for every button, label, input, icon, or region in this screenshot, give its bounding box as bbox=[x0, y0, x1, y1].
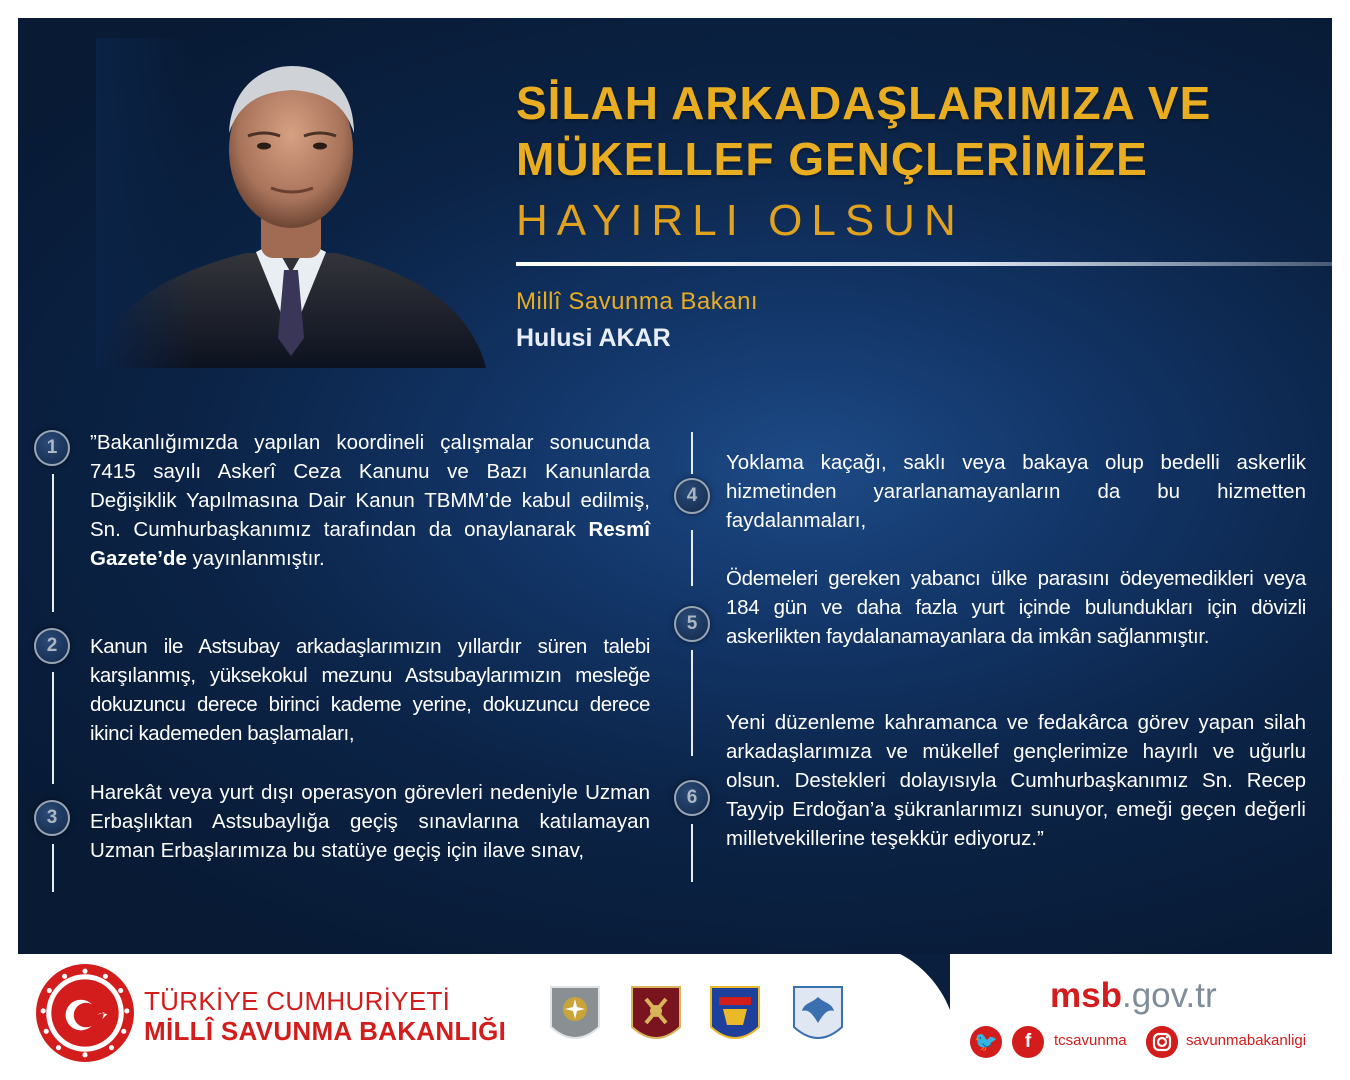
item-line-3 bbox=[52, 844, 54, 892]
land-forces-badge bbox=[628, 983, 684, 1049]
website-url[interactable]: msb.gov.tr bbox=[1050, 976, 1217, 1015]
headline-line3: HAYIRLI OLSUN bbox=[516, 196, 965, 245]
minister-first-name: Hulusi bbox=[516, 324, 593, 352]
twitter-facebook-handle[interactable]: tcsavunma bbox=[1054, 1032, 1127, 1049]
item-line-5 bbox=[691, 650, 693, 756]
minister-last-name: AKAR bbox=[598, 324, 671, 352]
item-number-5: 5 bbox=[674, 606, 710, 642]
gendarmerie-badge bbox=[707, 983, 763, 1049]
org-name-line1: TÜRKİYE CUMHURİYETİ bbox=[144, 986, 451, 1016]
org-name-line2: MİLLÎ SAVUNMA BAKANLIĞI bbox=[144, 1016, 507, 1046]
announcement-panel bbox=[18, 18, 1332, 954]
item-text-2: Kanun ile Astsubay arkadaşlarımızın yıllardır süren talebi karşılanmış, yüksekokul mezunu Astsubaylarımızın mesleğe dokuzuncu derece birinci kademe yerine, dokuzuncu derece ikinci kademeden başlamaları, bbox=[90, 635, 650, 745]
headline-divider bbox=[516, 262, 1332, 266]
item-text-5: Ödemeleri gereken yabancı ülke parasını ödeyemedikleri veya 184 gün ve daha fazla yurt içinde bulundukları için dövizli askerlikten faydalanamayanlara da imkân sağlanmıştır. bbox=[726, 567, 1306, 648]
item-text-3: Harekât veya yurt dışı operasyon görevleri nedeniyle Uzman Erbaşlıktan Astsubaylığa geçiş sınavlarına katılamayan Uzman Erbaşlarımıza bu statüye geçiş için ilave sınav, bbox=[90, 781, 650, 862]
coast-guard-badge bbox=[790, 983, 846, 1049]
minister-title: Millî Savunma Bakanı bbox=[516, 288, 759, 315]
item-number-4: 4 bbox=[674, 478, 710, 514]
gazette-label: Resmî Gazete’de bbox=[90, 518, 650, 570]
item-text-1: ”Bakanlığımızda yapılan koordineli çalışmalar sonucunda 7415 sayılı Askerî Ceza Kanunu ve Bazı Kanunlarda Değişiklik Yapılmasına Dair Kanun TBMM’de kabul edilmiş, Sn. Cumhurbaşkanımız tarafından da onaylanarak Resmî Gazete’de yayınlanmıştır. bbox=[90, 431, 650, 570]
item-text-4: Yoklama kaçağı, saklı veya bakaya olup bedelli askerlik hizmetinden yararlanamayanların da bu hizmetten faydalanmaları, bbox=[726, 451, 1306, 532]
minister-name bbox=[516, 324, 671, 353]
headline-line1: SİLAH ARKADAŞLARIMIZA VE bbox=[516, 77, 1212, 129]
item-number-3: 3 bbox=[34, 800, 70, 836]
item-line-4b bbox=[691, 530, 693, 586]
item-line-1 bbox=[52, 474, 54, 612]
item-number-2: 2 bbox=[34, 628, 70, 664]
item-line-6 bbox=[691, 824, 693, 882]
item-number-1: 1 bbox=[34, 430, 70, 466]
panel-notch bbox=[900, 954, 950, 1010]
instagram-handle[interactable]: savunmabakanligi bbox=[1186, 1032, 1307, 1049]
facebook-icon[interactable]: f bbox=[1012, 1026, 1044, 1058]
general-staff-badge bbox=[547, 983, 603, 1049]
item-line-4a bbox=[691, 432, 693, 474]
item-text-6: Yeni düzenleme kahramanca ve fedakârca görev yapan silah arkadaşlarımıza ve mükellef gençlerimize hayırlı ve uğurlu olsun. Destekleri dolayısıyla Cumhurbaşkanımız Sn. Recep Tayyip Erdoğan’a şükranlarımızı sunuyor, emeği geçen değerli milletvekillerine teşekkür ediyoruz.” bbox=[726, 711, 1306, 850]
twitter-icon[interactable]: 🐦 bbox=[970, 1026, 1002, 1058]
item-number-6: 6 bbox=[674, 780, 710, 816]
headline-line2: MÜKELLEF GENÇLERİMİZE bbox=[516, 133, 1148, 185]
item-line-2 bbox=[52, 672, 54, 784]
ministry-emblem bbox=[34, 962, 136, 1064]
minister-portrait bbox=[96, 38, 486, 368]
instagram-icon[interactable] bbox=[1146, 1026, 1178, 1058]
